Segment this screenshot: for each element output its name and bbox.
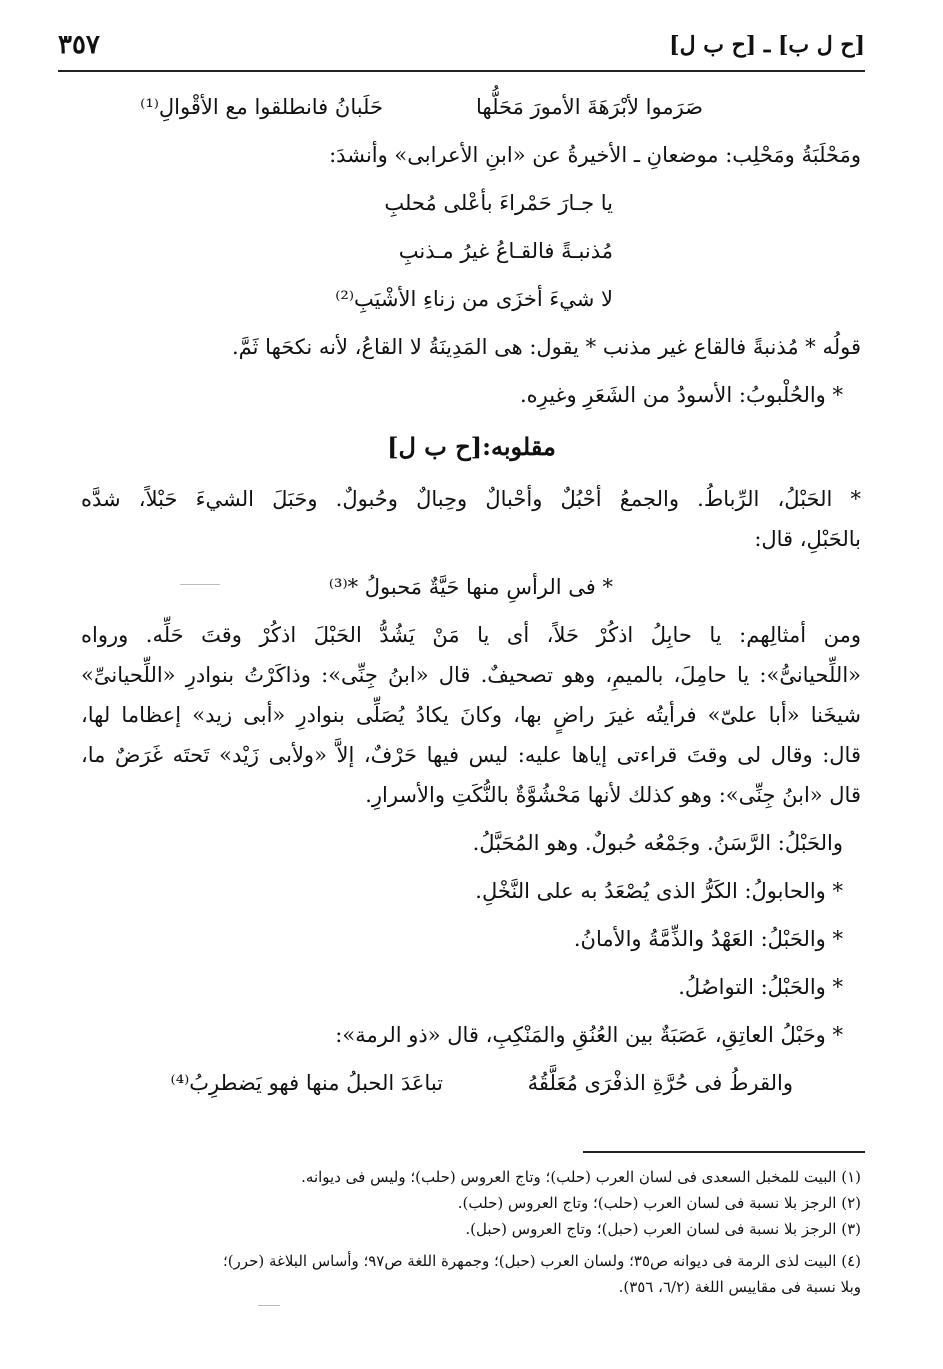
text-line: شيخَنا «أبا علىّ» فرأيتُه غيرَ راضٍ بها، وكانَ يكادُ يُصَلِّى بنوادرِ «أبى زيد» إعظاما لها، — [81, 703, 861, 727]
text-line: قولُه * مُذنبةً فالقاع غير مذنب * يقول: هى المَدِينَةُ لا القاعُ، لأنه نكحَها ثَمَّ. — [232, 335, 861, 359]
rajaz-line-2: مُذنبـةً فالقـاعُ غيرُ مـذنبِ — [398, 239, 613, 263]
text-line: قال: وقال لى وقتَ قراءتى إياها عليه: ليس فيها حَرْفٌ، إلاَّ «ولأبى زَيْد» تَحتَه غَرَضٌ ما، — [81, 743, 861, 767]
text-line: * والحَبْلُ: التواصُلُ. — [678, 975, 843, 999]
page-header — [58, 26, 865, 72]
text-line: * الحَبْلُ، الرِّباطُ. والجمعُ أحْبُلٌ وأحْبالٌ وحِبالٌ وحُبولٌ. وحَبَلَ الشيءَ حَبْلاً، شدَّه — [81, 487, 861, 511]
section-heading: مقلوبه:[ح ب ل] — [387, 432, 556, 461]
text-line: * والحابولُ: الكَرُّ الذى يُصْعَدُ به على النَّخْلِ. — [475, 879, 843, 903]
page-number: ٣٥٧ — [58, 30, 100, 60]
footnote: (٤) البيت لذى الرمة فى ديوانه ص٣٥؛ ولسان العرب (حبل)؛ وجمهرة اللغة ص٩٧؛ وأساس البلاغة (حرر)؛ — [222, 1252, 861, 1270]
text-line: بالحَبْلِ، قال: — [754, 527, 861, 551]
scan-mark — [258, 1305, 280, 1306]
text-line: ومَحْلَبَةُ ومَحْلِب: موضعانِ ـ الأخيرةُ عن «ابنِ الأعرابى» وأنشدَ: — [329, 143, 861, 167]
scan-mark — [180, 584, 220, 585]
text-line: * وحَبْلُ العاتِقِ، عَصَبَةٌ بين العُنُقِ والمَنْكِبِ، قال «ذو الرمة»: — [335, 1023, 843, 1047]
footnote: (٢) الرجز بلا نسبة فى لسان العرب (حلب)؛ وتاج العروس (حلب). — [457, 1194, 861, 1212]
verse1-right-hemistich: صَرَموا لأبْرَهَةَ الأمورَ مَحَلُّها — [475, 95, 703, 119]
rajaz-line-1: يا جـارَ حَمْراءَ بأعْلى مُحلبِ — [384, 191, 613, 215]
verse2-left-hemistich: تباعَدَ الحبلُ منها فهو يَضطرِبُ⁽⁴⁾ — [170, 1071, 443, 1095]
verse1-left-hemistich: حَلَبانُ فانطلقوا مع الأقْوالِ⁽¹⁾ — [140, 95, 383, 119]
text-line: * والحَبْلُ: العَهْدُ والذِّمَّةُ والأمانُ. — [573, 927, 843, 951]
text-line: «اللِّحيانىُّ»: يا حامِلَ، بالميمِ، وهو تصحيفٌ. قال «ابنُ جِنِّى»: وذاكَرْتُ بنوادرِ «اللِّحيانىِّ» — [81, 663, 861, 687]
footnote: (٣) الرجز بلا نسبة فى لسان العرب (حبل)؛ وتاج العروس (حبل). — [465, 1220, 861, 1238]
text-line: * والحُلْبوبُ: الأسودُ من الشَعَرِ وغيرِه. — [519, 383, 843, 407]
text-line: قال «ابنُ جِنِّى»: وهو كذلك لأنها مَحْشُوَّةٌ بالنُّكَتِ والأسرارِ. — [365, 783, 861, 807]
verse2-right-hemistich: والقرطُ فى حُرَّةِ الذفْرَى مُعَلَّقُهُ — [527, 1071, 793, 1095]
footnote-continuation: وبلا نسبة فى مقاييس اللغة (٦/٢، ٣٥٦). — [618, 1278, 861, 1296]
quoted-verse: * فى الرأسِ منها حَيَّةٌ مَحبولُ *⁽³⁾ — [328, 575, 613, 599]
running-title: [ح ل ب] ـ [ح ب ل] — [669, 32, 865, 58]
text-line: ومن أمثالِهم: يا حابِلُ اذكُرْ حَلاً، أى يا مَنْ يَشُدُّ الحَبْلَ اذكُرْ وقتَ حَلِّه. ورواه — [81, 623, 861, 647]
footnote-rule — [583, 1151, 865, 1153]
text-line: والحَبْلُ: الرَّسَنُ. وجَمْعُه حُبولٌ. وهو المُحَبَّلُ. — [472, 831, 843, 855]
footnote: (١) البيت للمخبل السعدى فى لسان العرب (حلب)؛ وتاج العروس (حلب)؛ وليس فى ديوانه. — [301, 1168, 861, 1186]
rajaz-line-3: لا شيءَ أخزَى من زناءِ الأشْيَبِ⁽²⁾ — [335, 287, 613, 311]
